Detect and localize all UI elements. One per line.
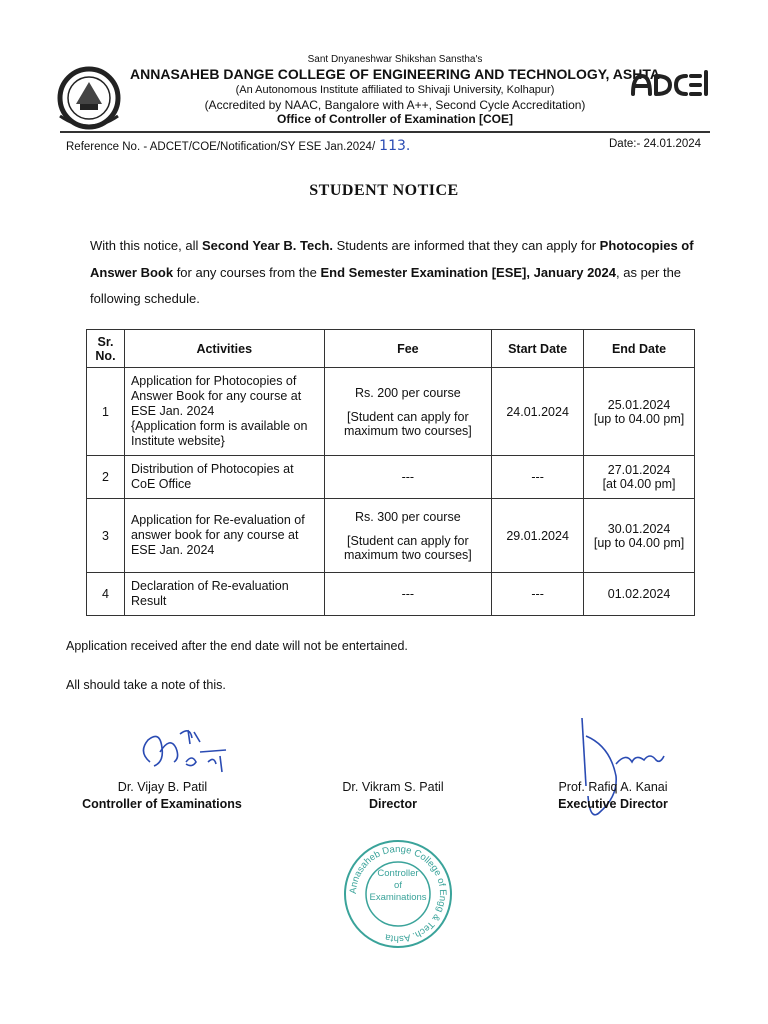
reference-number: Reference No. - ADCET/COE/Notification/SY ESE Jan.2024/ 113. xyxy=(66,138,411,154)
header-end-date: End Date xyxy=(584,330,695,368)
stamp-line-3: Examinations xyxy=(369,892,427,903)
table-row: 3 Application for Re-evaluation of answer book for any course at ESE Jan. 2024 Rs. 300 per course [Student can apply for maximum two courses] 29.01.2024 30.01.2024 [up to 04.00 pm] xyxy=(87,499,695,573)
late-application-note: Application received after the end date will not be entertained. xyxy=(66,639,408,653)
office-stamp xyxy=(342,838,454,950)
table-row: 2 Distribution of Photocopies at CoE Office --- --- 27.01.2024 [at 04.00 pm] xyxy=(87,456,695,499)
stamp-line-2: of xyxy=(394,880,402,891)
stamp-outer-text: Annasaheb Dange College of Engg & Tech. Ashta xyxy=(347,843,449,945)
adcet-logo xyxy=(628,66,710,100)
signatory-role-2: Director xyxy=(369,797,417,811)
table-header-row xyxy=(87,330,695,368)
notice-title: STUDENT NOTICE xyxy=(309,182,459,199)
header-start-date: Start Date xyxy=(492,330,584,368)
accreditation-line: (Accredited by NAAC, Bangalore with A++, Second Cycle Accreditation) xyxy=(204,98,586,112)
signatory-name-1: Dr. Vijay B. Patil xyxy=(117,780,208,794)
signature-controller xyxy=(130,722,240,784)
handwritten-number: 113. xyxy=(379,138,411,154)
header-sr-no: Sr. No. xyxy=(87,330,125,368)
notice-date: Date:- 24.01.2024 xyxy=(609,138,702,150)
intro-paragraph: With this notice, all Second Year B. Tech. Students are informed that they can apply for Photocopies of Answer Book for any courses from the End Semester Examination [ESE], January 2024, as per the following schedule. xyxy=(90,238,694,306)
signatory-name-2: Dr. Vikram S. Patil xyxy=(342,780,444,794)
signatory-role-3: Executive Director xyxy=(558,797,668,811)
office-line: Office of Controller of Examination [COE] xyxy=(276,112,513,126)
stamp-line-1: Controller xyxy=(377,868,419,879)
table-row: 1 Application for Photocopies of Answer Book for any course at ESE Jan. 2024 {Application form is available on Institute website} Rs. 200 per course [Student can apply for maximum two courses] 24.01.2024 25.01.2024 [up to 04.00 pm] xyxy=(87,368,695,456)
signatory-role-1: Controller of Examinations xyxy=(82,797,242,811)
sanstha-name: Sant Dnyaneshwar Shikshan Sanstha's xyxy=(307,54,483,65)
header-divider xyxy=(60,131,710,133)
header-activities: Activities xyxy=(124,330,324,368)
closing-note: All should take a note of this. xyxy=(66,678,226,692)
affiliation-line: (An Autonomous Institute affiliated to Shivaji University, Kolhapur) xyxy=(235,84,555,96)
table-row: 4 Declaration of Re-evaluation Result --- --- 01.02.2024 xyxy=(87,573,695,616)
header-fee: Fee xyxy=(324,330,492,368)
college-name: ANNASAHEB DANGE COLLEGE OF ENGINEERING AND TECHNOLOGY, ASHTA xyxy=(130,66,660,82)
schedule-table xyxy=(86,329,695,616)
signatory-name-3: Prof. Rafiq A. Kanai xyxy=(558,780,668,794)
